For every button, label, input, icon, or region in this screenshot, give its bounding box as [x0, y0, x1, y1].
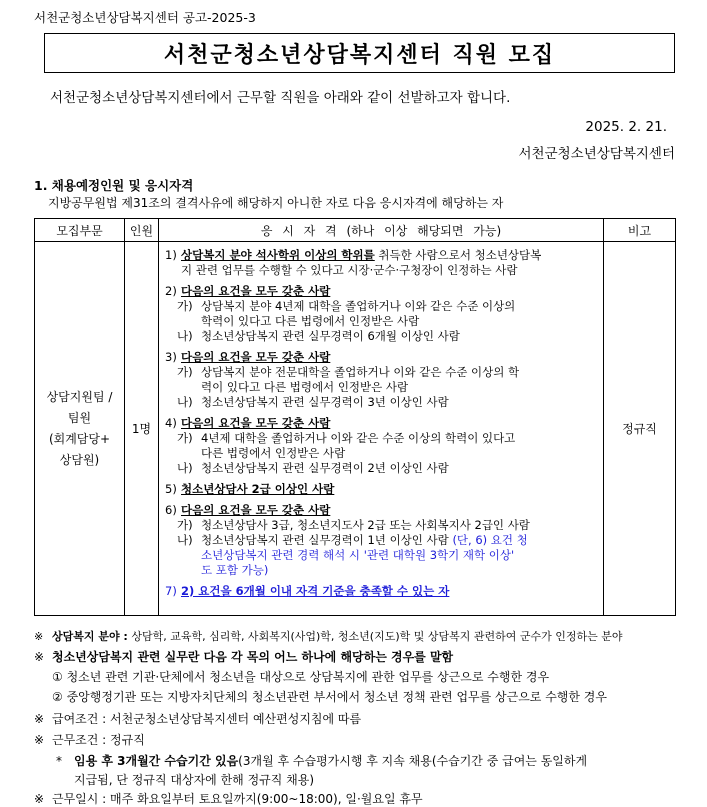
sub-text-highlight: 소년상담복지 관련 경력 해석 시 '관련 대학원 3학기 재학 이상'	[201, 548, 515, 562]
q-number: 7)	[165, 584, 177, 598]
intro-text: 서천군청소년상담복지센터에서 근무할 직원을 아래와 같이 선발하고자 합니다.	[50, 90, 511, 106]
q-heading: 청소년상담사 2급 이상인 사람	[181, 482, 335, 496]
q-number: 6)	[165, 503, 177, 517]
note-cell: 정규직	[604, 242, 676, 616]
sub-label: 가)	[177, 518, 193, 532]
footnote-probation-cont: 지급됨, 단 정규직 대상자에 한해 정규직 채용)	[74, 773, 315, 787]
sub-text-highlight: (단, 6) 요건 청	[452, 533, 528, 547]
header-department: 모집부문	[35, 219, 125, 242]
dept-line: 팀원	[67, 410, 92, 425]
notice-number: 서천군청소년상담복지센터 공고-2025-3	[34, 10, 256, 25]
q-number: 2)	[165, 284, 177, 298]
sub-label: 나)	[177, 461, 193, 475]
q-text: 취득한 사람으로서 청소년상담복	[374, 248, 542, 262]
footnote-mark: ※	[34, 712, 45, 726]
sub-label: 나)	[177, 395, 193, 409]
footnote-text: 급여조건 : 서천군청소년상담복지센터 예산편성지침에 따름	[52, 712, 362, 726]
footnote-mark: ※	[34, 792, 45, 806]
q-heading: 다음의 요건을 모두 갖춘 사람	[181, 416, 331, 430]
q-number: 3)	[165, 350, 177, 364]
qualification-5	[165, 482, 597, 497]
qualifications-cell	[159, 242, 604, 616]
dept-line: 상담지원팀 /	[46, 389, 113, 404]
sub-text: 청소년상담복지 관련 실무경력이 3년 이상인 사람	[201, 395, 449, 409]
header-note: 비고	[604, 219, 676, 242]
footnote-bold: 상담복지 분야 :	[52, 630, 128, 643]
sub-label: 가)	[177, 299, 193, 313]
recruitment-table	[34, 218, 676, 616]
footnote-mark: ※	[34, 733, 45, 747]
sub-text: 청소년상담복지 관련 실무경력이 1년 이상인 사람	[201, 533, 453, 547]
department-cell	[35, 242, 125, 616]
sub-text: 청소년상담복지 관련 실무경력이 2년 이상인 사람	[201, 461, 449, 475]
dept-line: 상담원)	[59, 452, 100, 467]
footnote-mark: *	[56, 754, 62, 768]
qualification-2	[165, 284, 597, 344]
q-number: 1)	[165, 248, 177, 262]
footnote-worktime	[34, 790, 423, 807]
sub-label: 가)	[177, 431, 193, 445]
q-number: 5)	[165, 482, 177, 496]
qualification-7	[165, 584, 597, 599]
footnote-mark: ※	[34, 630, 44, 643]
q-heading: 다음의 요건을 모두 갖춘 사람	[181, 503, 331, 517]
sub-text: 상담복지 분야 4년제 대학을 졸업하거나 이와 같은 수준 이상의	[201, 299, 516, 313]
footnote-text: 상담학, 교육학, 심리학, 사회복지(사업)학, 청소년(지도)학 및 상담복지 관련하여 군수가 인정하는 분야	[127, 630, 623, 643]
header-qualifications: 응 시 자 격 (하나 이상 해당되면 가능)	[159, 219, 604, 242]
footnote-field	[34, 628, 622, 644]
sub-text: 력이 있다고 다른 법령에서 인정받은 사람	[201, 380, 409, 394]
footnote-bold: 임용 후 3개월간 수습기간 있음	[74, 754, 239, 768]
dept-line: (회계담당+	[48, 431, 111, 446]
sub-text-highlight: 도 포함 가능)	[201, 563, 269, 577]
footnote-practice-b: ② 중앙행정기관 또는 지방자치단체의 청소년관련 부서에서 청소년 정책 관련 업무를 상근으로 수행한 경우	[52, 690, 607, 704]
sub-label: 나)	[177, 329, 193, 343]
page-title: 서천군청소년상담복지센터 직원 모집	[44, 33, 675, 73]
sub-text: 청소년상담복지 관련 실무경력이 6개월 이상인 사람	[201, 329, 460, 343]
qualification-4	[165, 416, 597, 476]
qualification-3	[165, 350, 597, 410]
footnote-bold: 청소년상담복지 관련 실무란 다음 각 목의 어느 하나에 해당하는 경우를 말함	[52, 650, 454, 664]
section-description: 지방공무원법 제31조의 결격사유에 해당하지 아니한 자로 다음 응시자격에 해당하는 자	[48, 196, 504, 210]
header-count: 인원	[125, 219, 159, 242]
qualification-1	[165, 248, 597, 278]
section-heading: 1. 채용예정인원 및 응시자격	[34, 178, 194, 193]
sub-text: 다른 법령에서 인정받은 사람	[201, 446, 346, 460]
qualification-6	[165, 503, 597, 578]
notice-date: 2025. 2. 21.	[585, 119, 667, 135]
sub-text: 학력이 있다고 다른 법령에서 인정받은 사람	[201, 314, 420, 328]
q-continuation: 지 관련 업무를 수행할 수 있다고 시장·군수·구청장이 인정하는 사람	[181, 263, 518, 277]
q-heading: 다음의 요건을 모두 갖춘 사람	[181, 350, 331, 364]
sub-text: 4년제 대학을 졸업하거나 이와 같은 수준 이상의 학력이 있다고	[201, 431, 516, 445]
footnote-text: 근무조건 : 정규직	[52, 733, 145, 747]
sub-text: 상담복지 분야 전문대학을 졸업하거나 이와 같은 수준 이상의 학	[201, 365, 520, 379]
footnote-text: (3개월 후 수습평가시행 후 지속 채용(수습기간 중 급여는 동일하게	[238, 754, 588, 768]
footnote-text: 근무일시 : 매주 화요일부터 토요일까지(9:00~18:00), 일·월요일 휴무	[52, 792, 423, 806]
q-bold-text: 상담복지 분야 석사학위 이상의 학위를	[181, 248, 375, 262]
sub-text: 청소년상담사 3급, 청소년지도사 2급 또는 사회복지사 2급인 사람	[201, 518, 530, 532]
footnote-practice-a: ① 청소년 관련 기관·단체에서 청소년을 대상으로 상담복지에 관한 업무를 상근으로 수행한 경우	[52, 670, 550, 684]
footnote-mark: ※	[34, 650, 45, 664]
sub-label: 나)	[177, 533, 193, 547]
q-number: 4)	[165, 416, 177, 430]
count-cell: 1명	[125, 242, 159, 616]
footnote-salary	[34, 710, 361, 727]
sub-label: 가)	[177, 365, 193, 379]
footnote-probation	[56, 752, 587, 769]
footnote-practice	[34, 648, 453, 665]
q-heading: 다음의 요건을 모두 갖춘 사람	[181, 284, 331, 298]
q-highlight-text: 2) 요건을 6개월 이내 자격 기준을 충족할 수 있는 자	[181, 584, 450, 598]
organization-name: 서천군청소년상담복지센터	[518, 146, 675, 162]
footnote-employment	[34, 731, 145, 748]
